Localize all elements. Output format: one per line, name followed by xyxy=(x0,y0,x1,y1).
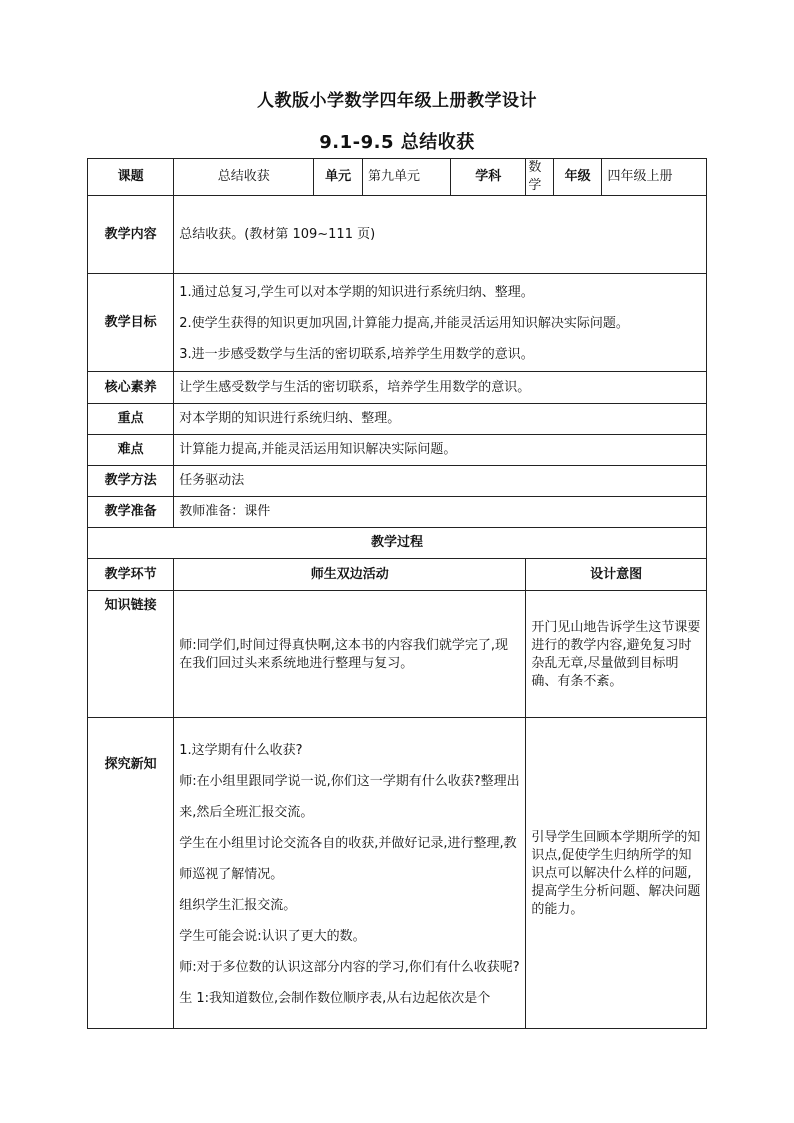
process-header-row xyxy=(88,559,707,591)
key-points-label: 重点 xyxy=(88,404,174,435)
activity-cell: 师:同学们,时间过得真快啊,这本书的内容我们就学完了,现在我们回过头来系统地进行整理与复习。 xyxy=(174,591,526,718)
activity-column-header: 师生双边活动 xyxy=(174,559,526,591)
process-row xyxy=(88,591,707,718)
difficulties-text: 计算能力提高,并能灵活运用知识解决实际问题。 xyxy=(174,435,707,466)
unit-value: 第九单元 xyxy=(362,159,450,196)
activity-line: 学生在小组里讨论交流各自的收获,并做好记录,进行整理,教师巡视了解情况。 xyxy=(179,835,517,882)
topic-label: 课题 xyxy=(88,159,174,196)
grade-label: 年级 xyxy=(553,159,602,196)
process-row xyxy=(88,718,707,1029)
preparation-label: 教学准备 xyxy=(88,497,174,528)
content-row xyxy=(88,196,707,274)
intent-column-header: 设计意图 xyxy=(526,559,707,591)
literacy-label: 核心素养 xyxy=(88,372,174,404)
key-points-row xyxy=(88,404,707,435)
lesson-title: 9.1-9.5 总结收获 xyxy=(319,132,475,153)
process-title-row xyxy=(88,528,707,559)
activity-line: 师:在小组里跟同学说一说,你们这一学期有什么收获?整理出来,然后全班汇报交流。 xyxy=(179,773,520,820)
content-text: 总结收获。(教材第 109~111 页) xyxy=(174,196,707,274)
goal-item: 2.使学生获得的知识更加巩固,计算能力提高,并能灵活运用知识解决实际问题。 xyxy=(179,316,629,331)
goals-list xyxy=(174,274,707,372)
activity-line: 组织学生汇报交流。 xyxy=(179,897,297,913)
stage-cell: 探究新知 xyxy=(88,718,174,1029)
lesson-plan-table xyxy=(87,158,707,1029)
activity-line: 学生可能会说:认识了更大的数。 xyxy=(179,928,366,944)
method-text: 任务驱动法 xyxy=(174,466,707,497)
info-row xyxy=(88,159,707,196)
document-title: 人教版小学数学四年级上册教学设计 xyxy=(257,91,537,111)
goals-row xyxy=(88,274,707,372)
stage-cell: 知识链接 xyxy=(88,591,174,718)
intent-cell: 引导学生回顾本学期所学的知识点,促使学生归纳所学的知识点可以解决什么样的问题,提高学生分析问题、解决问题的能力。 xyxy=(526,718,707,1029)
intent-cell: 开门见山地告诉学生这节课要进行的教学内容,避免复习时杂乱无章,尽量做到目标明确、有条不紊。 xyxy=(526,591,707,718)
preparation-row xyxy=(88,497,707,528)
unit-label: 单元 xyxy=(314,159,363,196)
literacy-text: 让学生感受数学与生活的密切联系，培养学生用数学的意识。 xyxy=(174,372,707,404)
activity-line: 师:对于多位数的认识这部分内容的学习,你们有什么收获呢? xyxy=(179,959,520,975)
literacy-row xyxy=(88,372,707,404)
content-label: 教学内容 xyxy=(88,196,174,274)
goal-item: 1.通过总复习,学生可以对本学期的知识进行系统归纳、整理。 xyxy=(179,285,534,300)
method-row xyxy=(88,466,707,497)
process-title: 教学过程 xyxy=(88,528,707,559)
stage-column-header: 教学环节 xyxy=(88,559,174,591)
key-points-text: 对本学期的知识进行系统归纳、整理。 xyxy=(174,404,707,435)
activity-line: 生 1:我知道数位,会制作数位顺序表,从右边起依次是个 xyxy=(179,990,491,1006)
topic-value: 总结收获 xyxy=(174,159,314,196)
method-label: 教学方法 xyxy=(88,466,174,497)
difficulties-label: 难点 xyxy=(88,435,174,466)
difficulties-row xyxy=(88,435,707,466)
subject-value: 数学 xyxy=(526,159,553,196)
activity-line: 1.这学期有什么收获? xyxy=(179,742,303,758)
grade-value: 四年级上册 xyxy=(602,159,707,196)
subject-label: 学科 xyxy=(451,159,526,196)
goal-item: 3.进一步感受数学与生活的密切联系,培养学生用数学的意识。 xyxy=(179,347,534,362)
preparation-text: 教师准备：课件 xyxy=(174,497,707,528)
goals-label: 教学目标 xyxy=(88,274,174,372)
activity-cell xyxy=(174,718,526,1029)
